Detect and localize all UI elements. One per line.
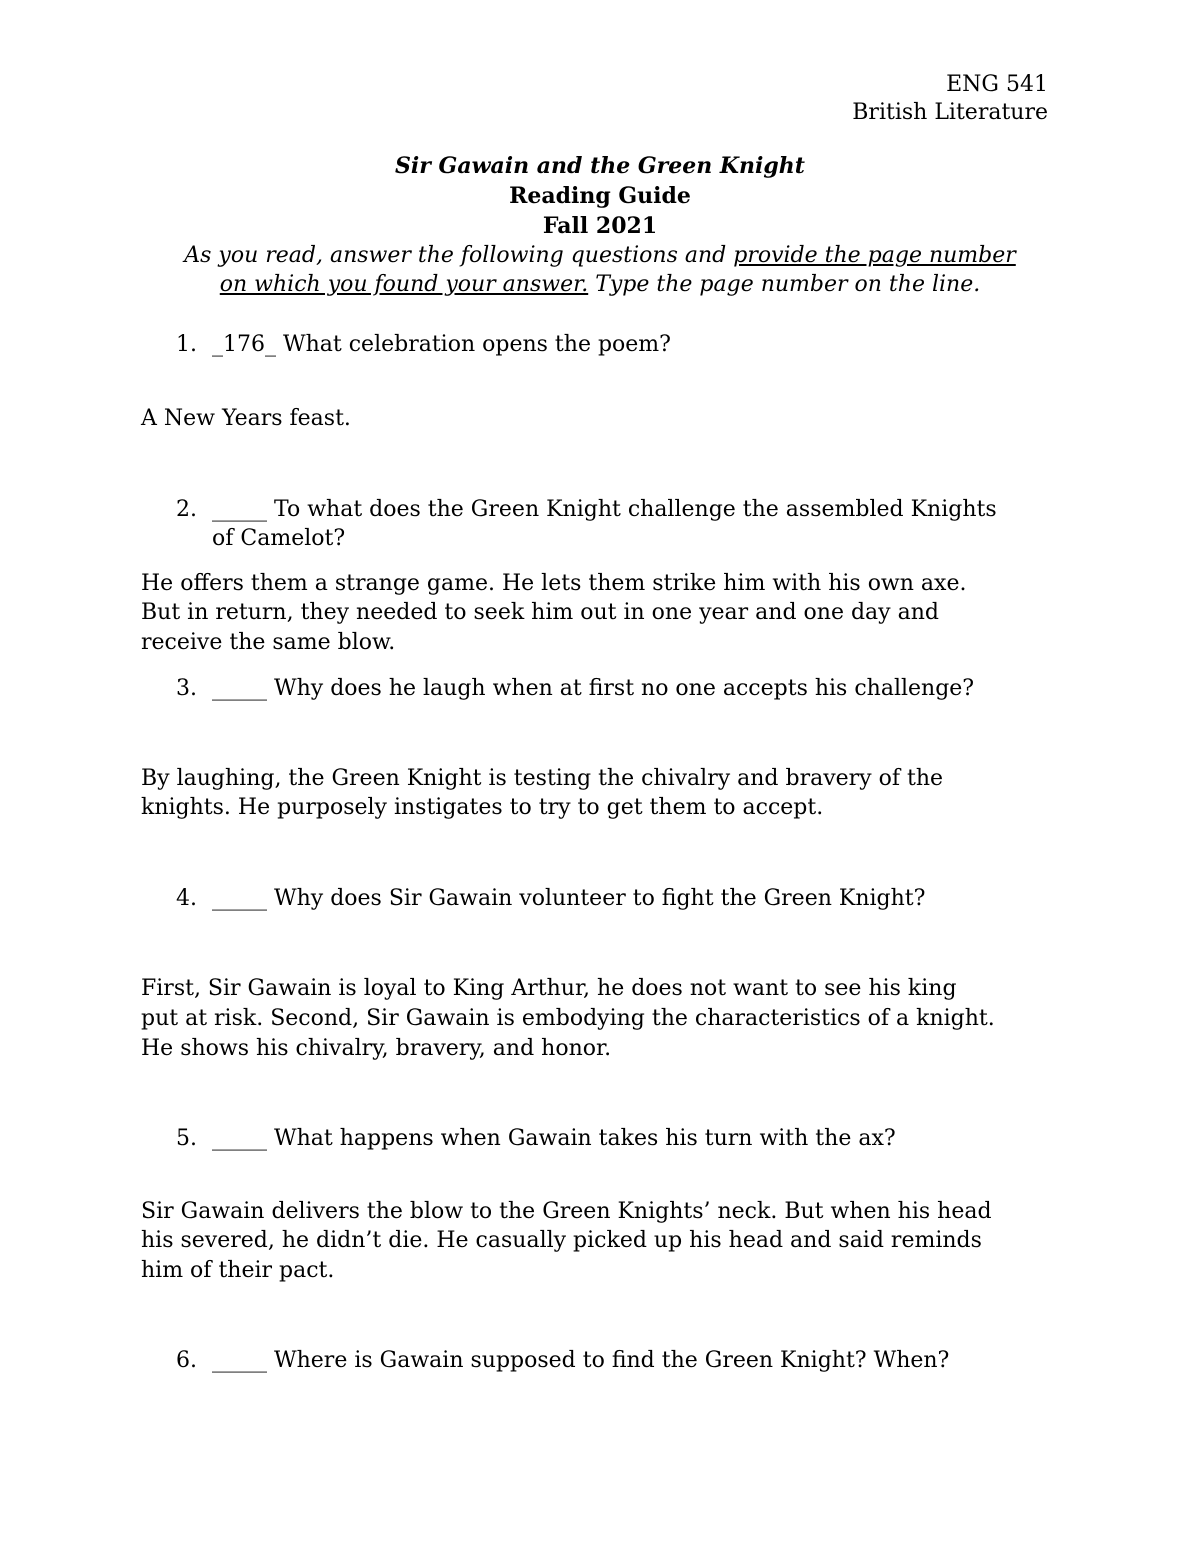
page-number-blank: _____ bbox=[212, 1348, 267, 1373]
answer-line: put at risk. Second, Sir Gawain is embodying the characteristics of a knight. bbox=[141, 1006, 995, 1031]
instructions-underlined: on which you found your answer. bbox=[219, 272, 589, 297]
course-code: ENG 541 bbox=[946, 72, 1048, 97]
answer-line: By laughing, the Green Knight is testing the chivalry and bravery of the bbox=[141, 766, 944, 791]
document-title: Sir Gawain and the Green Knight bbox=[395, 153, 805, 179]
course-name: British Literature bbox=[852, 100, 1048, 125]
question-text: _____ Why does he laugh when at first no one accepts his challenge? bbox=[212, 676, 975, 701]
answer-line: A New Years feast. bbox=[141, 406, 351, 431]
answer-line: knights. He purposely instigates to try to get them to accept. bbox=[141, 795, 824, 820]
question-number: 2. bbox=[176, 497, 197, 522]
page-number-blank: _____ bbox=[212, 886, 267, 911]
answer-line: He shows his chivalry, bravery, and honor. bbox=[141, 1036, 612, 1061]
answer-line: receive the same blow. bbox=[141, 630, 396, 655]
answer-line: First, Sir Gawain is loyal to King Arthur, he does not want to see his king bbox=[141, 976, 957, 1001]
page-number-blank: _____ bbox=[212, 1126, 267, 1151]
answer-line: But in return, they needed to seek him out in one year and one day and bbox=[141, 600, 939, 625]
question-number: 5. bbox=[176, 1126, 197, 1151]
question-text: _____ What happens when Gawain takes his turn with the ax? bbox=[212, 1126, 896, 1151]
question-text: _____ Where is Gawain supposed to find the Green Knight? When? bbox=[212, 1348, 950, 1373]
question-number: 6. bbox=[176, 1348, 197, 1373]
question-text: _____ To what does the Green Knight challenge the assembled Knights bbox=[212, 497, 997, 522]
page-number-blank: _176_ bbox=[212, 332, 276, 357]
instructions-underlined: provide the page number bbox=[733, 243, 1016, 268]
instructions-line-2 bbox=[0, 270, 1200, 300]
document-term: Fall 2021 bbox=[542, 213, 658, 239]
page-number-blank: _____ bbox=[212, 497, 267, 522]
answer-line: Sir Gawain delivers the blow to the Green Knights’ neck. But when his head bbox=[141, 1199, 992, 1224]
question-number: 1. bbox=[176, 332, 197, 357]
answer-line: him of their pact. bbox=[141, 1258, 335, 1283]
page-number-blank: _____ bbox=[212, 676, 267, 701]
question-text: _____ Why does Sir Gawain volunteer to fight the Green Knight? bbox=[212, 886, 926, 911]
question-text-continued: of Camelot? bbox=[212, 526, 346, 551]
question-text: _176_ What celebration opens the poem? bbox=[212, 332, 671, 357]
question-number: 3. bbox=[176, 676, 197, 701]
instructions-line-1 bbox=[0, 241, 1200, 271]
answer-line: his severed, he didn’t die. He casually picked up his head and said reminds bbox=[141, 1228, 982, 1253]
document-subtitle: Reading Guide bbox=[509, 183, 691, 209]
answer-line: He offers them a strange game. He lets them strike him with his own axe. bbox=[141, 571, 967, 596]
instructions-text: As you read, answer the following questions and bbox=[184, 243, 734, 268]
instructions-text: Type the page number on the line. bbox=[588, 272, 981, 297]
question-number: 4. bbox=[176, 886, 197, 911]
